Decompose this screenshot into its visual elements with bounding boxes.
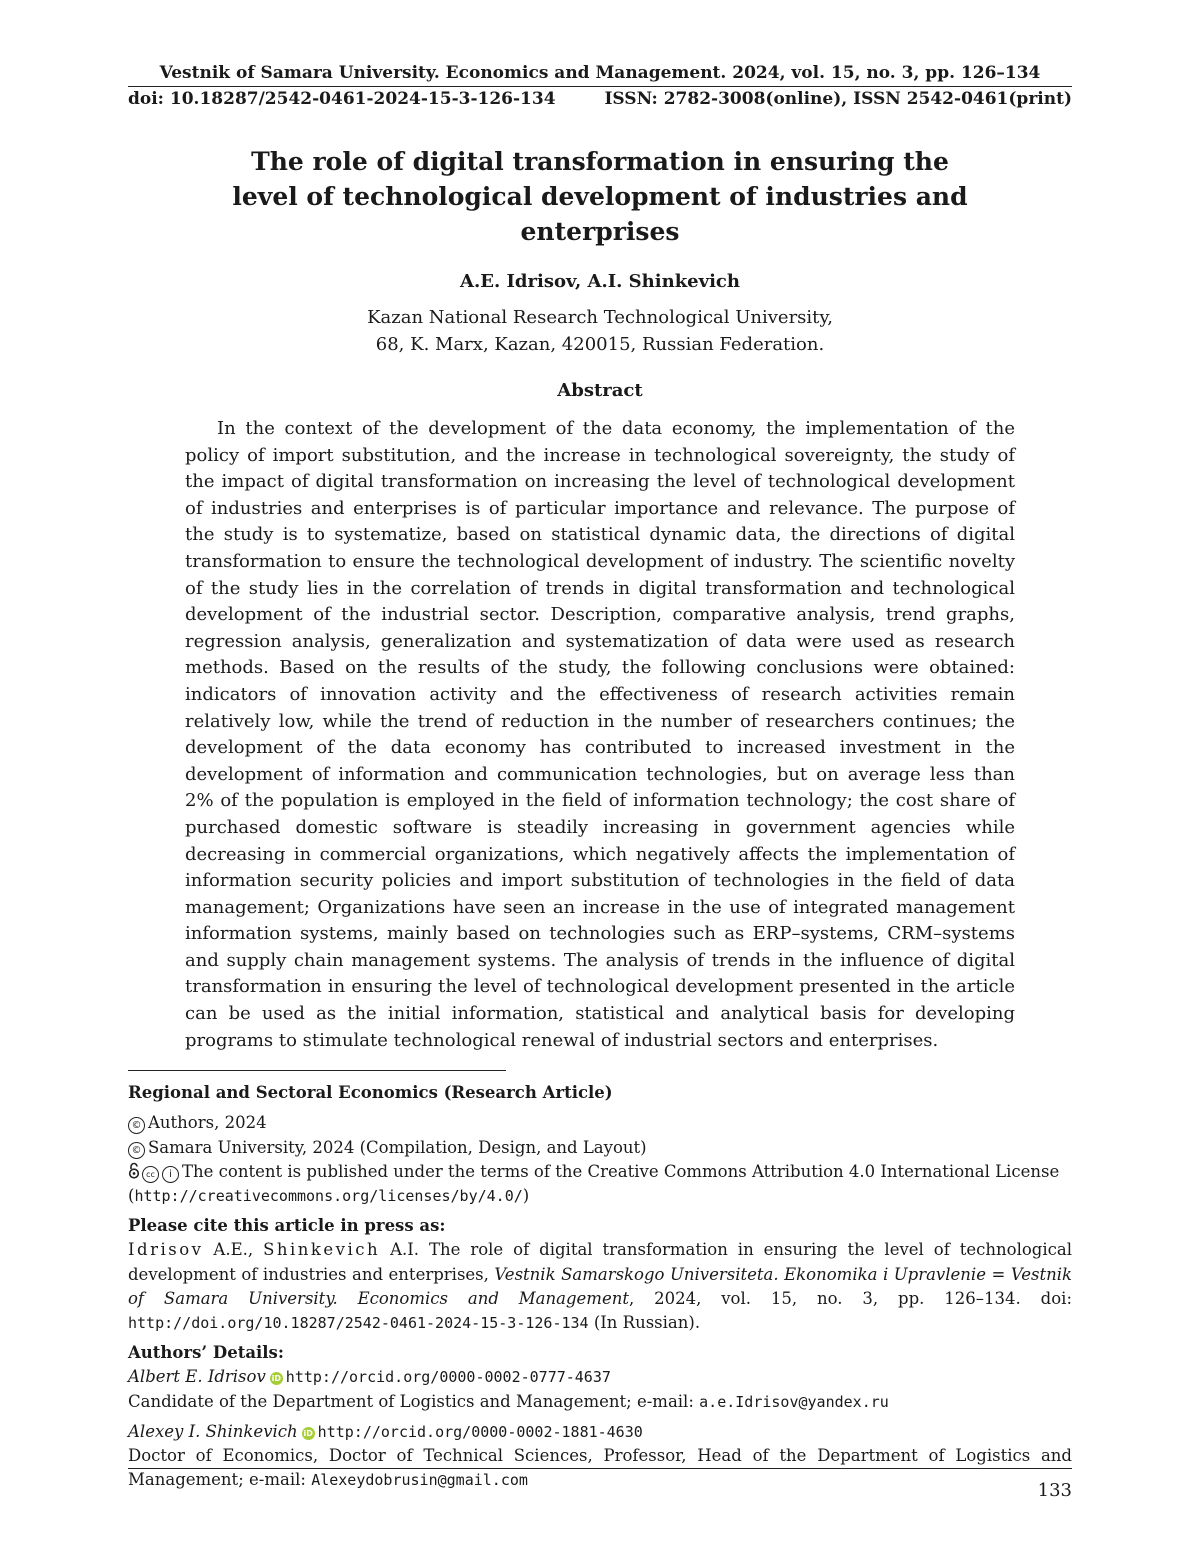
author-a-line [128,1365,1072,1389]
author-b-name: Alexey I. Shinkevich [128,1421,298,1441]
affiliation-line-1: Kazan National Research Technological University, [367,307,833,328]
author-a-position: Candidate of the Department of Logistics and Management; e-mail: a.e.Idrisov@yandex.ru [128,1391,889,1411]
affiliation-line-2: 68, K. Marx, Kazan, 420015, Russian Federation. [375,334,825,355]
cc-icon: cc [142,1166,159,1183]
abstract-text: In the context of the development of the data economy, the implementation of the policy of import substitution, and the increase in technological sovereignty, the study of the impact of digital transformation on increasing the level of technological development of industries and enterprises is of particular importance and relevance. The purpose of the study is to systematize, based on statistical dynamic data, the directions of digital transformation to ensure the technological development of industry. The scientific novelty of the study lies in the correlation of trends in digital transformation and technological development of the industrial sector. Description, comparative analysis, trend graphs, regression analysis, generalization and systematization of data were used as research methods. Based on the results of the study, the following conclusions were obtained: indicators of innovation activity and the effectiveness of research activities remain relatively low, while the trend of reduction in the number of researchers continues; the development of the data economy has contributed to increased investment in the development of information and communication technologies, but on average less than 2% of the population is employed in the field of information technology; the cost share of purchased domestic software is steadily increasing in government agencies while decreasing in commercial organizations, which negatively affects the implementation of information security policies and import substitution of technologies in the field of data management; Organizations have seen an increase in the use of integrated management information systems, mainly based on technologies such as ERP–systems, CRM–systems and supply chain management systems. The analysis of trends in the influence of digital transformation in ensuring the level of technological development presented in the article can be used as the initial information, statistical and analytical basis for developing programs to stimulate technological renewal of industrial sectors and enterprises. [185,418,1015,1051]
issn: ISSN: 2782-3008(online), ISSN 2542-0461(print) [604,89,1072,109]
author-b-position: Doctor of Economics, Doctor of Technical Sciences, Professor, Head of the Department of Logistics and Management; e-mail: Alexeydobrusin@gmail.com [128,1446,1072,1490]
orcid-icon: iD [271,1374,281,1384]
license: cc i The content is published under the terms of the Creative Commons Attribution 4.0 International License (http://creativecommons.org/licenses/by/4.0/) [128,1161,1060,1206]
abstract-heading: Abstract [557,380,643,401]
affiliation [128,304,1072,358]
author-a-email[interactable]: a.e.Idrisov@yandex.ru [699,1392,889,1411]
article-meta [128,1081,1072,1492]
bottom-rule [128,1468,1072,1469]
copyright-icon: © [128,1142,145,1159]
doi-link[interactable]: http://doi.org/10.18287/2542-0461-2024-15-3-126-134 [128,1314,589,1333]
author-a-orcid-link[interactable]: http://orcid.org/0000-0002-0777-4637 [285,1368,611,1387]
author-b-line [128,1420,1072,1444]
authors: A.E. Idrisov, A.I. Shinkevich [460,271,740,292]
author-b-orcid-link[interactable]: http://orcid.org/0000-0002-1881-4630 [317,1422,643,1441]
copyright-icon: © [128,1117,145,1134]
cite-heading: Please cite this article in press as: [128,1216,446,1236]
open-access-icon [128,1162,140,1179]
orcid-icon: iD [303,1428,313,1438]
doi: doi: 10.18287/2542-0461-2024-15-3-126-134 [128,89,556,109]
author-b-email[interactable]: Alexeydobrusin@gmail.com [311,1471,528,1490]
authors-details-heading: Authors’ Details: [128,1343,284,1363]
running-head [128,62,1072,110]
citation: Idrisov A.E., Shinkevich A.I. The role of digital transformation in ensuring the level of technological development of industries and enterprises, Vestnik Samarskogo Universiteta. Ekonomika i Upravlenie = Vestnik of Samara University. Economics and Management, 2024, vol. 15, no. 3, pp. 126–134. doi: http://doi.org/10.18287/2542-0461-2024-15-3-126-134 (In Russian). [128,1240,1072,1333]
page-number: 133 [1037,1480,1072,1501]
copyright-publisher: © Samara University, 2024 (Compilation, Design, and Layout) [128,1136,1072,1160]
doi-issn-line [128,87,1072,110]
page [128,62,1072,1493]
license-link[interactable]: http://creativecommons.org/licenses/by/4.0/ [134,1187,523,1206]
section-label: Regional and Sectoral Economics (Research Article) [128,1083,613,1103]
by-icon: i [162,1166,179,1183]
article-title: The role of digital transformation in ensuring the level of technological development of industries and enterprises [232,147,968,246]
journal-line: Vestnik of Samara University. Economics and Management. 2024, vol. 15, no. 3, pp. 126–134 [128,62,1072,87]
copyright-authors: © Authors, 2024 [128,1111,1072,1135]
author-a-name: Albert E. Idrisov [128,1367,266,1387]
footnote-rule [128,1070,506,1071]
